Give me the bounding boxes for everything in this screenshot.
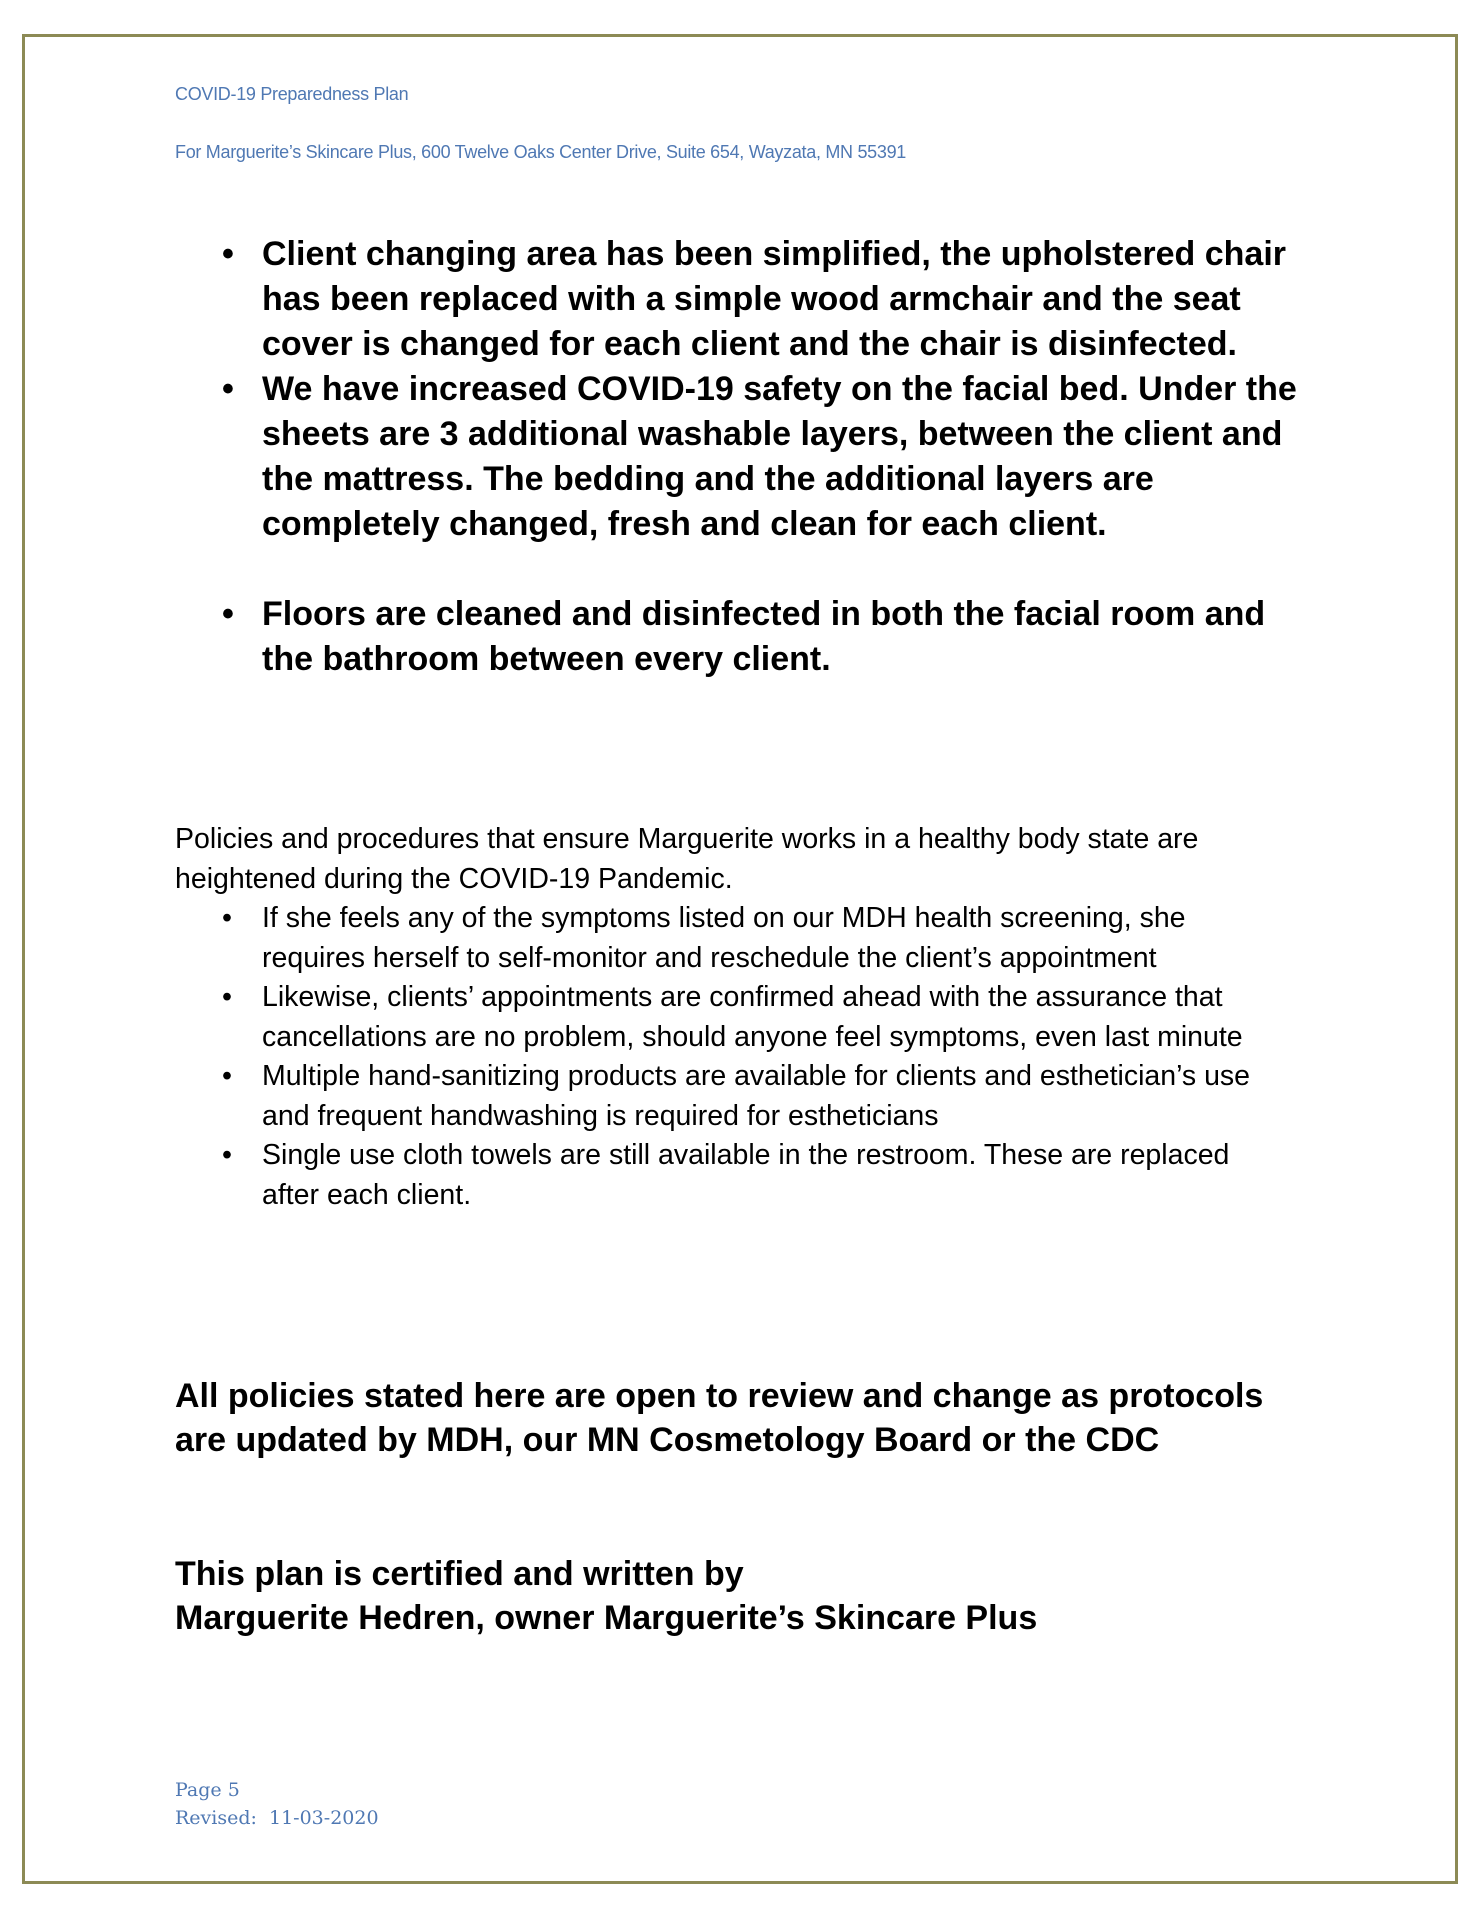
list-item <box>175 1057 1285 1136</box>
header-subtitle: For Marguerite’s Skincare Plus, 600 Twelve Oaks Center Drive, Suite 654, Wayzata, MN 55391 <box>175 142 907 162</box>
list-item-text: Floors are cleaned and disinfected in both the facial room and the bathroom between every client. <box>262 595 1266 678</box>
closing-statement: All policies stated here are open to review and change as protocols are updated by MDH, our MN Cosmetology Board or the CDC <box>175 1377 1264 1459</box>
list-item <box>175 978 1285 1057</box>
list-item-text: Multiple hand-sanitizing products are available for clients and esthetician’s use and frequent handwashing is required for estheticians <box>262 1060 1251 1132</box>
signature-line-1: This plan is certified and written by <box>175 1555 744 1593</box>
page-number: Page 5 <box>175 1779 240 1801</box>
bullet-icon: • <box>222 902 232 934</box>
policies-list <box>175 899 1285 1215</box>
policies-section <box>175 820 1285 1215</box>
bullet-icon: • <box>222 981 232 1013</box>
list-item <box>175 367 1305 547</box>
header-title: COVID-19 Preparedness Plan <box>175 84 409 104</box>
list-item <box>175 899 1285 978</box>
list-item-text: Likewise, clients’ appointments are confirmed ahead with the assurance that cancellations are no problem, should anyone feel symptoms, even last minute <box>262 981 1243 1053</box>
bullet-icon: • <box>222 235 234 273</box>
signature <box>175 1552 1325 1640</box>
list-item-text: If she feels any of the symptoms listed on our MDH health screening, she requires herself to self-monitor and reschedule the client’s appointment <box>262 902 1186 974</box>
bullet-icon: • <box>222 370 234 408</box>
safety-bullet-list <box>175 232 1305 682</box>
bullet-icon: • <box>222 1060 232 1092</box>
policies-intro: Policies and procedures that ensure Marguerite works in a healthy body state are heightened during the COVID-19 Pandemic. <box>175 823 1199 895</box>
list-item <box>175 1136 1285 1215</box>
list-item-text: We have increased COVID-19 safety on the facial bed. Under the sheets are 3 additional washable layers, between the client and the mattress. The bedding and the additional layers are completely changed, fresh and clean for each client. <box>262 370 1297 543</box>
list-item <box>175 592 1305 682</box>
signature-line-2: Marguerite Hedren, owner Marguerite’s Skincare Plus <box>175 1599 1038 1637</box>
bullet-icon: • <box>222 595 234 633</box>
list-item-text: Client changing area has been simplified, the upholstered chair has been replaced with a simple wood armchair and the seat cover is changed for each client and the chair is disinfected. <box>262 235 1287 363</box>
list-item <box>175 232 1305 367</box>
list-item-text: Single use cloth towels are still available in the restroom. These are replaced after each client. <box>262 1139 1230 1211</box>
footer <box>175 1776 379 1832</box>
bullet-icon: • <box>222 1139 232 1171</box>
revised-date: Revised: 11-03-2020 <box>175 1807 379 1829</box>
